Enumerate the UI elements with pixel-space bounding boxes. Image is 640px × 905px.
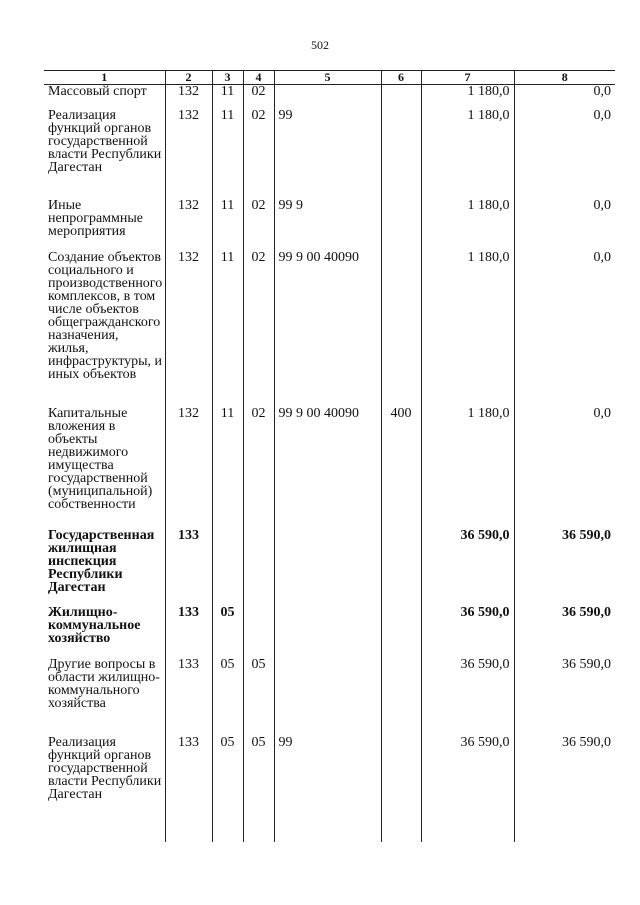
cell-ministry-code: 133 (165, 606, 212, 658)
cell-expense-type: 400 (381, 407, 421, 529)
page-number: 502 (311, 38, 329, 52)
cell-subsection: 05 (243, 736, 274, 842)
row-name-text: Реализация функций органов государственной власти Республики Дагестан (48, 107, 162, 175)
header-col-3: 3 (212, 71, 243, 85)
row-name (44, 529, 165, 606)
table-row (44, 606, 615, 658)
cell-expense-type (381, 199, 421, 251)
header-col-6: 6 (381, 71, 421, 85)
table-row (44, 251, 615, 407)
cell-amount-7: 36 590,0 (421, 529, 514, 606)
cell-section: 11 (212, 251, 243, 407)
cell-amount-8: 36 590,0 (514, 529, 615, 606)
cell-amount-8: 0,0 (514, 407, 615, 529)
header-col-8: 8 (514, 71, 615, 85)
cell-expense-type (381, 606, 421, 658)
cell-section: 11 (212, 85, 243, 109)
cell-amount-8: 0,0 (514, 85, 615, 109)
budget-table (44, 70, 615, 842)
cell-amount-7: 1 180,0 (421, 199, 514, 251)
cell-section: 05 (212, 736, 243, 842)
cell-expense-type (381, 109, 421, 199)
cell-subsection: 02 (243, 407, 274, 529)
row-name (44, 407, 165, 529)
cell-section: 05 (212, 658, 243, 736)
cell-expense-type (381, 529, 421, 606)
cell-ministry-code: 132 (165, 251, 212, 407)
cell-amount-8: 0,0 (514, 199, 615, 251)
cell-amount-7: 1 180,0 (421, 85, 514, 109)
cell-target-article: 99 (274, 736, 381, 842)
cell-ministry-code: 132 (165, 85, 212, 109)
table-row (44, 85, 615, 109)
row-name (44, 658, 165, 736)
cell-expense-type (381, 658, 421, 736)
cell-subsection: 05 (243, 658, 274, 736)
table-row (44, 199, 615, 251)
cell-amount-7: 36 590,0 (421, 606, 514, 658)
header-col-1: 1 (44, 71, 165, 85)
row-name (44, 736, 165, 842)
row-name (44, 85, 165, 109)
cell-amount-8: 0,0 (514, 109, 615, 199)
cell-ministry-code: 132 (165, 109, 212, 199)
cell-subsection (243, 606, 274, 658)
cell-section: 11 (212, 109, 243, 199)
table-header-row (44, 71, 615, 85)
row-name (44, 606, 165, 658)
row-name-text: Жилищно-коммунальное хозяйство (48, 604, 141, 646)
table-row (44, 109, 615, 199)
table-row (44, 736, 615, 842)
cell-section: 05 (212, 606, 243, 658)
header-col-7: 7 (421, 71, 514, 85)
row-name (44, 251, 165, 407)
cell-expense-type (381, 736, 421, 842)
cell-amount-7: 36 590,0 (421, 658, 514, 736)
cell-amount-8: 36 590,0 (514, 736, 615, 842)
cell-expense-type (381, 85, 421, 109)
row-name-text: Массовый спорт (48, 84, 147, 99)
row-name (44, 109, 165, 199)
row-name-text: Реализация функций органов государственной власти Республики Дагестан (48, 734, 162, 802)
cell-subsection: 02 (243, 109, 274, 199)
row-name-text: Другие вопросы в области жилищно-коммунального хозяйства (48, 656, 160, 711)
cell-section: 11 (212, 199, 243, 251)
cell-target-article (274, 85, 381, 109)
cell-target-article (274, 606, 381, 658)
row-name (44, 199, 165, 251)
cell-target-article: 99 9 00 40090 (274, 251, 381, 407)
cell-amount-8: 36 590,0 (514, 658, 615, 736)
cell-subsection: 02 (243, 199, 274, 251)
cell-amount-7: 1 180,0 (421, 109, 514, 199)
table-row (44, 529, 615, 606)
row-name-text: Создание объектов социального и производственного комплексов, в том числе объектов общегражданского назначения, жилья, инфраструктуры, и иных объектов (48, 249, 163, 382)
cell-target-article: 99 9 00 40090 (274, 407, 381, 529)
cell-ministry-code: 132 (165, 199, 212, 251)
cell-subsection: 02 (243, 251, 274, 407)
cell-amount-8: 0,0 (514, 251, 615, 407)
cell-target-article: 99 (274, 109, 381, 199)
cell-amount-7: 36 590,0 (421, 736, 514, 842)
cell-subsection: 02 (243, 85, 274, 109)
row-name-text: Иные непрограммные мероприятия (48, 197, 143, 239)
row-name-text: Капитальные вложения в объекты недвижимого имущества государственной (муниципальной) собственности (48, 405, 153, 512)
cell-section (212, 529, 243, 606)
cell-amount-8: 36 590,0 (514, 606, 615, 658)
cell-ministry-code: 133 (165, 736, 212, 842)
cell-target-article (274, 658, 381, 736)
cell-expense-type (381, 251, 421, 407)
cell-target-article: 99 9 (274, 199, 381, 251)
cell-amount-7: 1 180,0 (421, 407, 514, 529)
table-row (44, 658, 615, 736)
cell-ministry-code: 133 (165, 658, 212, 736)
cell-target-article (274, 529, 381, 606)
header-col-5: 5 (274, 71, 381, 85)
cell-ministry-code: 132 (165, 407, 212, 529)
header-col-4: 4 (243, 71, 274, 85)
row-name-text: Государственная жилищная инспекция Республики Дагестан (48, 527, 155, 595)
table-row (44, 407, 615, 529)
cell-ministry-code: 133 (165, 529, 212, 606)
header-col-2: 2 (165, 71, 212, 85)
cell-section: 11 (212, 407, 243, 529)
cell-subsection (243, 529, 274, 606)
cell-amount-7: 1 180,0 (421, 251, 514, 407)
